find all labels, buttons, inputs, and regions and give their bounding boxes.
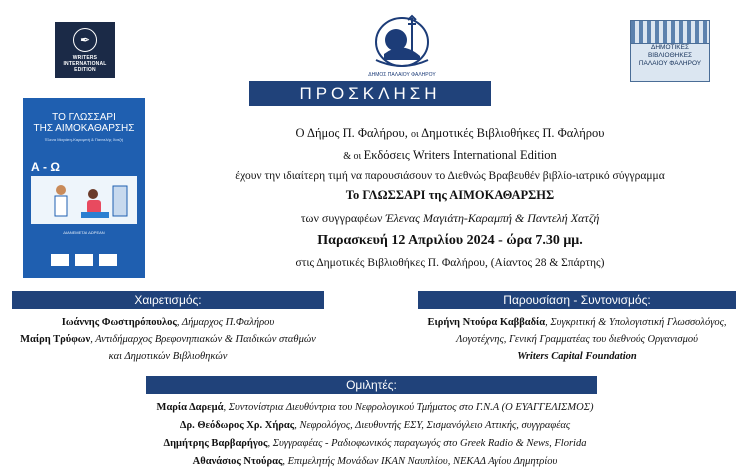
- municipality-crest: [362, 10, 442, 80]
- greeting-person-2: Μαίρη Τρύφων, Αντιδήμαρχος Βρεφονηπιακών & Παιδικών σταθμών: [20, 334, 316, 345]
- publisher-badge: [51, 254, 69, 266]
- intro-line-authors: των συγγραφέων Έλενας Μαγιάτη-Καραμπή & Παντελή Χατζή: [300, 211, 600, 225]
- greeting-person-1: Ιωάννης Φωστηρόπουλος, Δήμαρχος Π.Φαλήρου: [61, 317, 275, 328]
- greetings-header: Χαιρετισμός:: [12, 291, 324, 309]
- book-cover: [23, 98, 145, 278]
- greeting-person-2-role: και Δημοτικών Βιβλιοθηκών: [108, 351, 228, 362]
- sponsor-badge: [75, 254, 93, 266]
- event-venue: στις Δημοτικές Βιβλιοθήκες Π. Φαλήρου, (Αίαντος 28 & Σπάρτης): [295, 257, 605, 269]
- writers-international-logo: [55, 22, 115, 78]
- speaker-3: Δημήτρης Βαρβαρήγος, Συγγραφέας - Ραδιοφωνικός παραγωγός στο Greek Radio & News, Florida: [163, 438, 587, 449]
- book-illustration: [31, 176, 137, 224]
- presenter: Ειρήνη Ντούρα Καββαδία, Συγκριτική & Υπολογιστική Γλωσσολόγος,: [427, 317, 727, 328]
- libraries-logo: [630, 20, 710, 82]
- partner-badge: [99, 254, 117, 266]
- writers-logo-text: WRITERS INTERNATIONAL EDITION: [63, 55, 107, 73]
- speaker-4: Αθανάσιος Ντούρας, Επιμελητής Μονάδων ΙΚΑΝ Ναυπλίου, ΝΕΚΑΔ Αγίου Δημητρίου: [192, 456, 558, 467]
- book-authors: Έλενα Μαγιάτη-Καραμπή & Παντελής Χατζή: [44, 137, 124, 142]
- book-alpha-omega: Α - Ω: [31, 160, 60, 174]
- book-title: ΤΟ ΓΛΩΣΣΑΡΙ ΤΗΣ ΑΙΜΟΚΑΘΑΡΣΗΣ: [33, 112, 135, 134]
- quill-icon: ✒: [73, 28, 97, 52]
- libraries-logo-text: ΔΗΜΟΤΙΚΕΣ ΒΙΒΛΙΟΘΗΚΕΣ ΠΑΛΑΙΟΥ ΦΑΛΗΡΟΥ: [631, 43, 709, 68]
- presentation-header: Παρουσίαση - Συντονισμός:: [418, 291, 736, 309]
- invitation-title: ΠΡΟΣΚΛΗΣΗ: [249, 81, 491, 106]
- presenter-organization: Writers Capital Foundation: [517, 351, 637, 362]
- library-building-icon: [631, 21, 709, 43]
- presenter-role-2: Λογοτέχνης, Γενική Γραμματέας του διεθνούς Οργανισμού: [456, 334, 698, 345]
- speaker-2: Δρ. Θεόδωρος Χρ. Χήρας, Νεφρολόγος, Διευθυντής ΕΣΥ, Σισμανόγλειο Αττικής, συγγραφέας: [179, 420, 571, 431]
- speaker-1: Μαρία Δαρεμά, Συντονίστρια Διευθύντρια του Νεφρολογικού Τμήματος στο Γ.Ν.Α (Ο ΕΥΑΓΓΕΛΙΣΜΟΣ): [156, 402, 594, 413]
- book-name-heading: Το ΓΛΩΣΣΑΡΙ της ΑΙΜΟΚΑΘΑΡΣΗΣ: [345, 188, 555, 202]
- intro-line-organizers: Ο Δήμος Π. Φαλήρου, οι Δημοτικές Βιβλιοθήκες Π. Φαλήρου: [295, 126, 605, 140]
- book-tagline: ΔΙΑΝΕΜΕΤΑΙ ΔΩΡΕΑΝ: [63, 230, 105, 235]
- municipality-name: ΔΗΜΟΣ ΠΑΛΑΙΟΥ ΦΑΛΗΡΟΥ: [368, 72, 436, 78]
- speakers-header: Ομιλητές:: [146, 376, 597, 394]
- intro-line-announcement: έχουν την ιδιαίτερη τιμή να παρουσιάσουν το Διεθνώς Βραβευθέν βιβλίο-ιατρικό σύγγραμμα: [235, 170, 665, 182]
- intro-line-publisher: & οι Εκδόσεις Writers International Edition: [343, 148, 557, 162]
- event-date: Παρασκευή 12 Απριλίου 2024 - ώρα 7.30 μμ.: [317, 233, 583, 248]
